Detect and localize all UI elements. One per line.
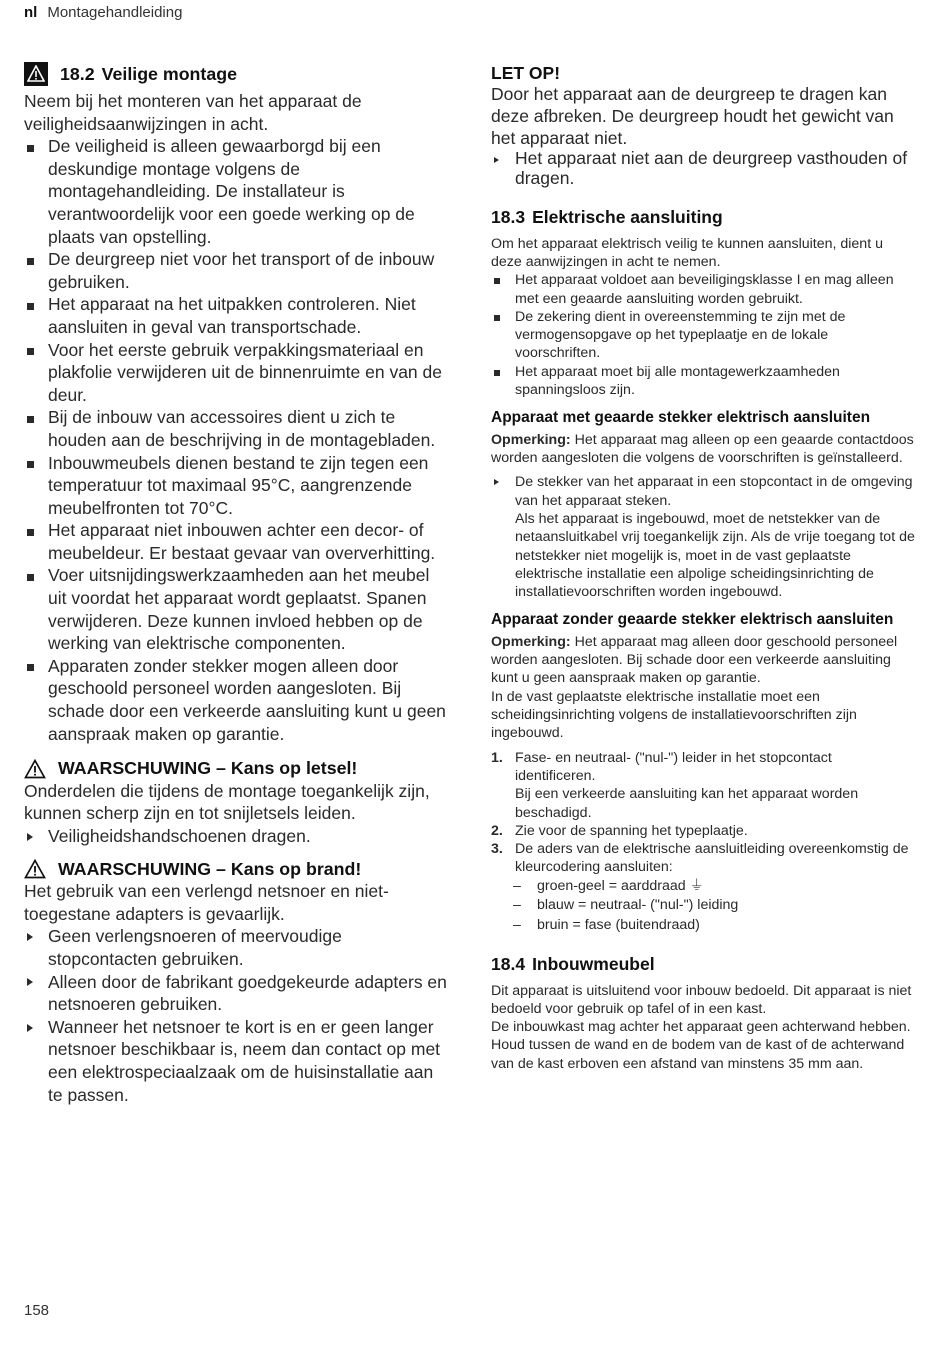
list-item: – blauw = neutraal- ("nul-") leiding — [491, 896, 916, 916]
list-item: Inbouwmeubels dienen bestand te zijn tegen een temperatuur tot maximaal 95°C, aangrenzende meubelfronten tot 70°C. — [24, 452, 452, 520]
wire-colors — [491, 877, 916, 936]
step-text: Zie voor de spanning het typeplaatje. — [515, 822, 748, 839]
installation-text: In de vast geplaatste elektrische installatie moet een scheidingsinrichting volgens de installatievoorschriften zijn ingebouwd. — [491, 688, 857, 742]
caution-title: LET OP! — [491, 63, 561, 83]
list-item: Voer uitsnijdingswerkzaamheden aan het meubel uit voordat het apparaat wordt geplaatst. Spanen verwijderen. Deze kunnen invloed hebben op de werking van elektrische componenten. — [24, 564, 452, 654]
paragraph: Dit apparaat is uitsluitend voor inbouw bedoeld. Dit apparaat is niet bedoeld voor gebruik op tafel of in een kast. — [491, 982, 912, 1017]
safety-list — [24, 135, 452, 745]
note-label: Opmerking: — [491, 633, 571, 650]
list-item: Het apparaat niet inbouwen achter een decor- of meubeldeur. Er bestaat gevaar van oververhitting. — [24, 519, 452, 564]
section-18-4-heading — [491, 955, 916, 973]
list-item: De zekering dient in overeenstemming te zijn met de vermogensopgave op het typeplaatje en de lokale voorschriften. — [491, 308, 916, 363]
list-item: Het apparaat moet bij alle montagewerkzaamheden spanningsloos zijn. — [491, 363, 916, 400]
warning-actions — [24, 825, 452, 848]
list-item: Apparaten zonder stekker mogen alleen door geschoold personeel worden aangesloten. Bij schade door een verkeerde aansluiting kunt u geen aanspraak maken op garantie. — [24, 655, 452, 745]
caution-text: Door het apparaat aan de deurgreep te dragen kan deze afbreken. De deurgreep houdt het gewicht van het apparaat niet. — [491, 84, 894, 148]
step-text: Fase- en neutraal- ("nul-") leider in het stopcontact identificeren. — [515, 749, 832, 784]
warning-title: WAARSCHUWING – Kans op letsel! — [58, 758, 358, 779]
step-item — [491, 749, 916, 822]
section-number: 18.2 — [60, 63, 95, 84]
section-number: 18.4 — [491, 954, 526, 975]
section-intro: Neem bij het monteren van het apparaat de veiligheidsaanwijzingen in acht. — [24, 91, 362, 134]
list-item: Bij de inbouw van accessoires dient u zich te houden aan de beschrijving in de montagebladen. — [24, 406, 452, 451]
section-intro: Om het apparaat elektrisch veilig te kunnen aansluiten, dient u deze aanwijzingen in acht te nemen. — [491, 235, 883, 270]
note-paragraph — [491, 633, 916, 688]
electrical-list — [491, 271, 916, 399]
list-item: Geen verlengsnoeren of meervoudige stopcontacten gebruiken. — [24, 925, 452, 970]
section-18-3-heading — [491, 208, 916, 226]
warning-actions — [24, 925, 452, 1106]
warning-fire-heading — [24, 858, 452, 881]
subsection-ungrounded-heading: Apparaat zonder geaarde stekker elektrisch aansluiten — [491, 611, 894, 629]
step-number: 3. — [491, 841, 503, 858]
warning-text: Het gebruik van een verlengd netsnoer en niet-toegestane adapters is gevaarlijk. — [24, 881, 389, 924]
page-header — [24, 4, 182, 22]
note-paragraph — [491, 431, 916, 468]
step-item — [491, 822, 916, 840]
list-item: De deurgreep niet voor het transport of de inbouw gebruiken. — [24, 248, 452, 293]
step-number: 2. — [491, 822, 503, 839]
subsection-grounded-heading: Apparaat met geaarde stekker elektrisch aansluiten — [491, 409, 871, 427]
section-title: Inbouwmeubel — [532, 954, 655, 975]
right-column — [491, 62, 916, 1073]
step-extra: Bij een verkeerde aansluiting kan het apparaat worden beschadigd. — [515, 786, 859, 821]
note-label: Opmerking: — [491, 431, 571, 448]
warning-triangle-icon — [24, 859, 46, 879]
list-item: Voor het eerste gebruik verpakkingsmateriaal en plakfolie verwijderen uit de binnenruimte en van de deur. — [24, 339, 452, 407]
step-text: De stekker van het apparaat in een stopcontact in de omgeving van het apparaat steken. — [515, 474, 913, 509]
connection-steps — [491, 749, 916, 877]
warning-injury-heading — [24, 757, 452, 780]
list-item: – groen-geel = aarddraad ⏚ — [491, 877, 916, 897]
step-number: 1. — [491, 749, 503, 766]
paragraph: De inbouwkast mag achter het apparaat geen achterwand hebben. Houd tussen de wand en de bodem van de kast of de achterwand van de kast erboven een afstand van minstens 35 mm aan. — [491, 1019, 911, 1072]
language-code: nl — [24, 4, 38, 21]
list-item — [491, 473, 916, 601]
list-item: Alleen door de fabrikant goedgekeurde adapters en netsnoeren gebruiken. — [24, 971, 452, 1016]
note-text: Het apparaat mag alleen door geschoold personeel worden aangesloten. Bij schade door een verkeerde aansluiting kunt u geen aanspraak maken op garantie. — [491, 633, 898, 687]
section-18-2-heading — [24, 62, 452, 86]
warning-triangle-icon — [24, 759, 46, 779]
list-item: De veiligheid is alleen gewaarborgd bij een deskundige montage volgens de montagehandleiding. De installateur is verantwoordelijk voor een goede werking op de plaats van opstelling. — [24, 135, 452, 248]
section-title: Veilige montage — [101, 63, 237, 84]
warning-box-icon — [24, 62, 48, 86]
list-item: Veiligheidshandschoenen dragen. — [24, 825, 452, 848]
warning-title: WAARSCHUWING – Kans op brand! — [58, 858, 362, 879]
caution-actions — [491, 149, 916, 188]
step-item — [491, 840, 916, 877]
list-item: – bruin = fase (buitendraad) — [491, 916, 916, 936]
section-title: Elektrische aansluiting — [532, 207, 723, 228]
list-item: Het apparaat voldoet aan beveiligingsklasse I en mag alleen met een geaarde aansluiting worden gebruikt. — [491, 271, 916, 308]
header-title: Montagehandleiding — [47, 4, 183, 21]
section-number: 18.3 — [491, 207, 526, 228]
step-extra: Als het apparaat is ingebouwd, moet de netstekker van de netaansluitkabel vrij toegankelijk zijn. Als de vrije toegang tot de netstekker niet mogelijk is, moet in de vast geplaatste elektrische installatie een alpolige scheidingsinrichting de installatievoorschriften worden ingebouwd. — [515, 510, 915, 601]
grounded-steps — [491, 473, 916, 601]
warning-text: Onderdelen die tijdens de montage toegankelijk zijn, kunnen scherp zijn en tot snijletsels leiden. — [24, 780, 430, 824]
step-text: De aders van de elektrische aansluitleiding overeenkomstig de kleurcodering aansluiten: — [515, 841, 909, 876]
list-item: Het apparaat na het uitpakken controleren. Niet aansluiten in geval van transportschade. — [24, 293, 452, 338]
list-item: Het apparaat niet aan de deurgreep vasthouden of dragen. — [491, 149, 916, 188]
page-number: 158 — [24, 1302, 50, 1319]
note-text: Het apparaat mag alleen op een geaarde contactdoos worden aangesloten die volgens de voorschriften is geïnstalleerd. — [491, 431, 914, 467]
left-column — [24, 62, 452, 1106]
list-item: Wanneer het netsnoer te kort is en er geen langer netsnoer beschikbaar is, neem dan contact op met een elektrospeciaalzaak om de huisinstallatie aan te passen. — [24, 1016, 452, 1106]
